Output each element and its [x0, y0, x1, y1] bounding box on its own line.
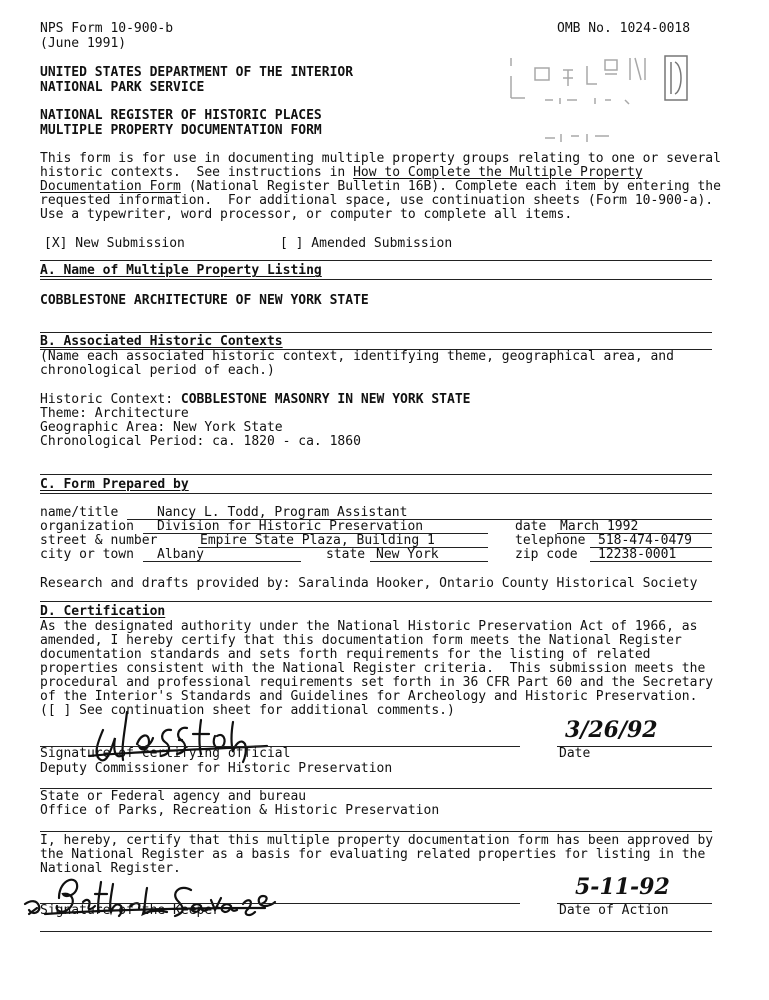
certification-line-6: of the Interior's Standards and Guidelines for Archeology and Historic Preservation. [40, 689, 698, 704]
instructions-link-part2: Documentation Form [40, 179, 181, 194]
certification-date-handwritten: 3/26/92 [565, 717, 658, 743]
historic-context-value: COBBLESTONE MASONRY IN NEW YORK STATE [180, 392, 471, 407]
register-name: NATIONAL REGISTER OF HISTORIC PLACES [40, 108, 322, 123]
section-b-note-1: (Name each associated historic context, identifying theme, geographical area, and [40, 349, 674, 364]
intro-text: (National Register Bulletin 16B). Complete each item by entering the [180, 179, 721, 194]
instructions-link-part1: How to Complete the Multiple Property [353, 165, 643, 180]
service: NATIONAL PARK SERVICE [40, 80, 205, 95]
certification-line-1: As the designated authority under the National Historic Preservation Act of 1966, as [40, 619, 698, 634]
intro-line-1: This form is for use in documenting multiple property groups relating to one or several [40, 151, 721, 166]
state-label: state [326, 547, 366, 562]
chronological-period: Chronological Period: ca. 1820 - ca. 1860 [40, 434, 361, 449]
divider [40, 332, 712, 333]
field-underline [143, 561, 301, 562]
section-a-heading: A. Name of Multiple Property Listing [40, 263, 322, 278]
name-title-value: Nancy L. Todd, Program Assistant [157, 505, 408, 520]
keeper-signature [15, 868, 285, 933]
zip-label: zip code [515, 547, 578, 562]
date-label: Date [559, 746, 591, 761]
street-value: Empire State Plaza, Building 1 [200, 533, 435, 548]
telephone-label: telephone [515, 533, 586, 548]
received-stamp [505, 48, 695, 153]
property-listing-name: COBBLESTONE ARCHITECTURE OF NEW YORK STATE [40, 293, 369, 308]
theme: Theme: Architecture [40, 406, 189, 421]
keeper-signature-label: Signature of the Keeper [40, 903, 221, 918]
date-label: date [515, 519, 547, 534]
date-value: March 1992 [560, 519, 639, 534]
zip-value: 12238-0001 [598, 547, 677, 562]
signature-label: Signature of certifying official [40, 746, 291, 761]
state-value: New York [376, 547, 439, 562]
organization-value: Division for Historic Preservation [157, 519, 424, 534]
intro-text: historic contexts. See instructions in [40, 165, 354, 180]
approval-line-3: National Register. [40, 861, 181, 876]
intro-line-4: requested information. For additional space, use continuation sheets (Form 10-900-a). [40, 193, 714, 208]
form-number: NPS Form 10-900-b [40, 21, 174, 36]
telephone-value: 518-474-0479 [598, 533, 692, 548]
certification-line-4: properties consistent with the National Register criteria. This submission meets the [40, 661, 706, 676]
field-underline [590, 561, 712, 562]
city-value: Albany [157, 547, 204, 562]
city-label: city or town [40, 547, 134, 562]
approval-line-2: the National Register as a basis for evaluating related properties for listing in the [40, 847, 706, 862]
section-b-note-2: chronological period of each.) [40, 363, 275, 378]
amended-submission-checkbox[interactable]: [ ] Amended Submission [280, 236, 453, 251]
divider [40, 493, 712, 494]
form-title: MULTIPLE PROPERTY DOCUMENTATION FORM [40, 123, 322, 138]
divider [40, 279, 712, 280]
approval-line-1: I, hereby, certify that this multiple property documentation form has been approved by [40, 833, 714, 848]
agency-label: State or Federal agency and bureau [40, 789, 307, 804]
geographic-area: Geographic Area: New York State [40, 420, 283, 435]
organization-label: organization [40, 519, 134, 534]
divider [40, 474, 712, 475]
certification-line-3: documentation standards and sets forth requirements for the listing of related [40, 647, 651, 662]
field-underline [370, 561, 488, 562]
divider [40, 601, 712, 602]
department: UNITED STATES DEPARTMENT OF THE INTERIOR [40, 65, 354, 80]
certification-line-5: procedural and professional requirements set forth in 36 CFR Part 60 and the Secretary [40, 675, 714, 690]
divider [40, 931, 712, 932]
continuation-sheet-note: ([ ] See continuation sheet for additional comments.) [40, 703, 455, 718]
name-title-label: name/title [40, 505, 119, 520]
official-title: Deputy Commissioner for Historic Preservation [40, 761, 393, 776]
date-of-action-label: Date of Action [559, 903, 669, 918]
divider [40, 831, 712, 832]
section-c-heading: C. Form Prepared by [40, 477, 189, 492]
omb-number: OMB No. 1024-0018 [557, 21, 691, 36]
street-label: street & number [40, 533, 158, 548]
research-credit: Research and drafts provided by: Saralinda Hooker, Ontario County Historical Society [40, 576, 698, 591]
new-submission-checkbox[interactable]: [X] New Submission [44, 236, 185, 251]
agency-value: Office of Parks, Recreation & Historic Preservation [40, 803, 440, 818]
section-d-heading: D. Certification [40, 604, 166, 619]
action-date-handwritten: 5-11-92 [575, 874, 670, 900]
divider [40, 260, 712, 261]
section-b-heading: B. Associated Historic Contexts [40, 334, 283, 349]
historic-context-label: Historic Context: [40, 392, 181, 407]
intro-line-5: Use a typewriter, word processor, or computer to complete all items. [40, 207, 573, 222]
form-date: (June 1991) [40, 36, 127, 51]
certification-line-2: amended, I hereby certify that this documentation form meets the National Register [40, 633, 682, 648]
